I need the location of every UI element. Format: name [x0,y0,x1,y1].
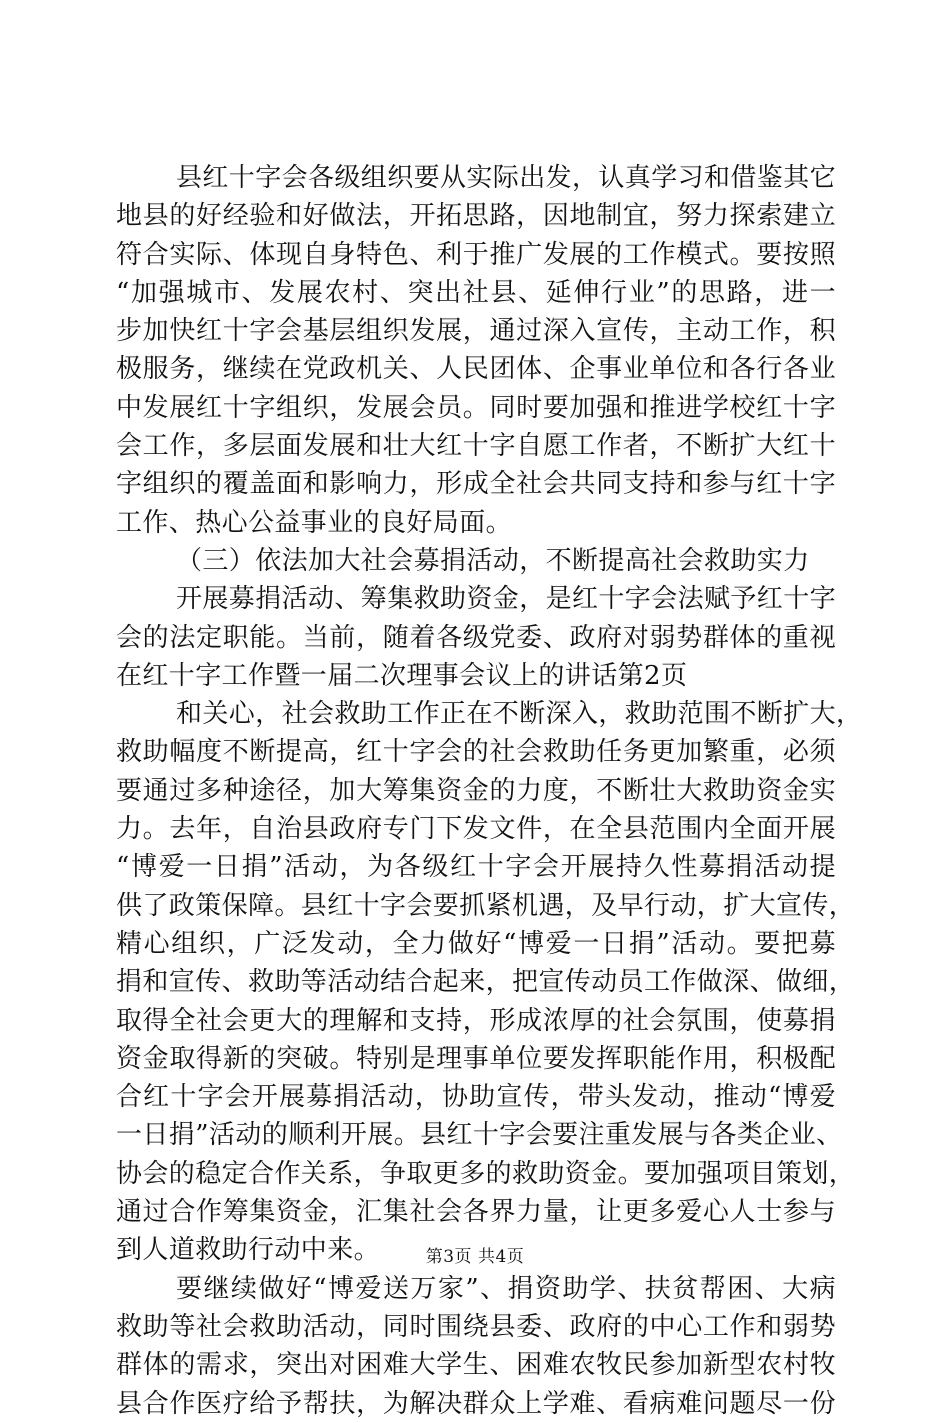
text-line: 协会的稳定合作关系，争取更多的救助资金。要加强项目策划， [116,1158,856,1189]
text-line: 和关心，社会救助工作正在不断深入，救助范围不断扩大， [176,699,863,730]
text-line: 要继续做好“博爱送万家”、捐资助学、扶贫帮困、大病 [176,1273,836,1304]
text-line: 要通过多种途径，加大筹集资金的力度，不断壮大救助资金实 [116,775,836,806]
text-line: 到人道救助行动中来。 [116,1235,381,1266]
text-line: 会工作，多层面发展和壮大红十字自愿工作者，不断扩大红十 [116,431,836,462]
text-line: 精心组织，广泛发动，全力做好“博爱一日捐”活动。要把募 [116,928,836,959]
text-line: 步加快红十字会基层组织发展，通过深入宣传，主动工作，积 [116,316,836,347]
text-line: 取得全社会更大的理解和支持，形成浓厚的社会氛围，使募捐 [116,1005,836,1036]
text-line: 一日捐”活动的顺利开展。县红十字会要注重发展与各类企业、 [116,1120,843,1151]
text-line: 极服务，继续在党政机关、人民团体、企事业单位和各行各业 [116,354,836,385]
text-line: 捐和宣传、救助等活动结合起来，把宣传动员工作做深、做细， [116,967,856,998]
document-body [116,159,863,1423]
text-line: 在红十字工作暨一届二次理事会议上的讲话第2页 [116,660,688,691]
text-line: 救助幅度不断提高，红十字会的社会救助任务更加繁重，必须 [116,737,836,768]
text-line: 会的法定职能。当前，随着各级党委、政府对弱势群体的重视 [116,622,836,653]
page-number-footer: 第3页 共4页 [425,1247,525,1267]
text-line: 开展募捐活动、筹集救助资金，是红十字会法赋予红十字 [176,584,837,615]
text-line: 工作、热心公益事业的良好局面。 [116,507,513,538]
text-line: “加强城市、发展农村、突出社县、延伸行业”的思路，进一 [116,277,836,308]
text-line: 资金取得新的突破。特别是理事单位要发挥职能作用，积极配 [116,1043,836,1074]
text-line: 通过合作筹集资金，汇集社会各界力量，让更多爱心人士参与 [116,1197,836,1228]
text-line: 合红十字会开展募捐活动，协助宣传，带头发动，推动“博爱 [116,1082,836,1113]
text-line: “博爱一日捐”活动，为各级红十字会开展持久性募捐活动提 [116,852,836,883]
text-line: 符合实际、体现自身特色、利于推广发展的工作模式。要按照 [116,239,836,270]
text-line: 中发展红十字组织，发展会员。同时要加强和推进学校红十字 [116,392,836,423]
text-line: 供了政策保障。县红十字会要抓紧机遇，及早行动，扩大宣传， [116,890,856,921]
text-line: 群体的需求，突出对困难大学生、困难农牧民参加新型农村牧 [116,1350,836,1381]
text-line: （三）依法加大社会募捐活动，不断提高社会救助实力 [176,545,810,576]
text-line: 力。去年，自治县政府专门下发文件，在全县范围内全面开展 [116,814,836,845]
text-line: 县红十字会各级组织要从实际出发，认真学习和借鉴其它 [176,163,837,193]
text-line: 地县的好经验和好做法，开拓思路，因地制宜，努力探索建立 [116,201,836,232]
text-line: 县合作医疗给予帮扶，为解决群众上学难、看病难问题尽一份 [116,1388,836,1419]
text-line: 字组织的覆盖面和影响力，形成全社会共同支持和参与红十字 [116,469,836,500]
text-line: 救助等社会救助活动，同时围绕县委、政府的中心工作和弱势 [116,1311,836,1342]
